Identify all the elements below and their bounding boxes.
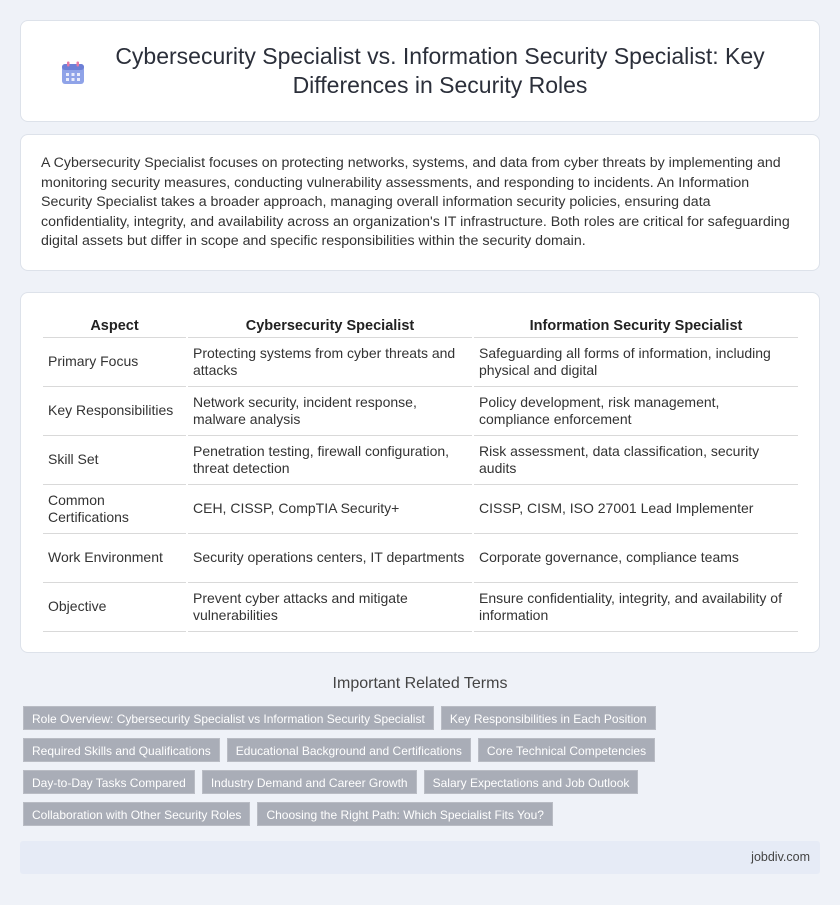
cell-infosec: Ensure confidentiality, integrity, and availability of information [473, 583, 798, 632]
header-cybersecurity: Cybersecurity Specialist [187, 313, 473, 338]
cell-infosec: Policy development, risk management, compliance enforcement [473, 387, 798, 436]
cell-cybersecurity: Network security, incident response, malware analysis [187, 387, 473, 436]
cell-aspect: Work Environment [43, 534, 187, 583]
related-term-tag[interactable]: Key Responsibilities in Each Position [441, 706, 656, 730]
cell-aspect: Key Responsibilities [43, 387, 187, 436]
related-term-tag[interactable]: Required Skills and Qualifications [23, 738, 220, 762]
title-wrap [60, 42, 780, 100]
related-term-tag[interactable]: Collaboration with Other Security Roles [23, 802, 250, 826]
calendar-icon [60, 60, 86, 86]
tag-row [23, 706, 823, 730]
table-header-row [43, 313, 798, 338]
cell-infosec: Safeguarding all forms of information, including physical and digital [473, 338, 798, 387]
header-infosec: Information Security Specialist [473, 313, 798, 338]
intro-paragraph: A Cybersecurity Specialist focuses on protecting networks, systems, and data from cyber threats by implementing and monitoring security measures, conducting vulnerability assessments, and responding to incidents. An Information Security Specialist takes a broader approach, managing overall information security policies, ensuring data confidentiality, integrity, and availability across an organization's IT infrastructure. Both roles are critical for safeguarding digital assets but differ in scope and specific responsibilities within the security domain. [41, 155, 790, 249]
table-row [43, 485, 798, 534]
related-term-tag[interactable]: Day-to-Day Tasks Compared [23, 770, 195, 794]
cell-infosec: Risk assessment, data classification, security audits [473, 436, 798, 485]
cell-cybersecurity: Security operations centers, IT departments [187, 534, 473, 583]
table-row [43, 534, 798, 583]
cell-aspect: Skill Set [43, 436, 187, 485]
cell-aspect: Common Certifications [43, 485, 187, 534]
related-term-tag[interactable]: Core Technical Competencies [478, 738, 655, 762]
cell-cybersecurity: Penetration testing, firewall configuration, threat detection [187, 436, 473, 485]
related-term-tag[interactable]: Salary Expectations and Job Outlook [424, 770, 639, 794]
comparison-table [43, 313, 798, 632]
related-term-tag[interactable]: Educational Background and Certifications [227, 738, 471, 762]
footer [20, 841, 820, 874]
cell-cybersecurity: Prevent cyber attacks and mitigate vulnerabilities [187, 583, 473, 632]
header-aspect: Aspect [43, 313, 187, 338]
related-term-tag[interactable]: Choosing the Right Path: Which Specialist Fits You? [257, 802, 553, 826]
related-term-tag[interactable]: Role Overview: Cybersecurity Specialist vs Information Security Specialist [23, 706, 434, 730]
cell-infosec: CISSP, CISM, ISO 27001 Lead Implementer [473, 485, 798, 534]
related-terms-title: Important Related Terms [332, 675, 508, 692]
tag-row [23, 802, 823, 826]
comparison-table-card [20, 292, 820, 653]
cell-cybersecurity: Protecting systems from cyber threats and attacks [187, 338, 473, 387]
cell-cybersecurity: CEH, CISSP, CompTIA Security+ [187, 485, 473, 534]
tag-row [23, 738, 823, 762]
title-card [20, 20, 820, 122]
page-title: Cybersecurity Specialist vs. Information Security Specialist: Key Differences in Security Roles [115, 43, 765, 98]
table-row [43, 338, 798, 387]
table-row [43, 387, 798, 436]
table-row [43, 436, 798, 485]
intro-card [20, 134, 820, 271]
cell-aspect: Objective [43, 583, 187, 632]
related-terms-list [23, 706, 823, 834]
cell-infosec: Corporate governance, compliance teams [473, 534, 798, 583]
footer-site-link[interactable]: jobdiv.com [751, 850, 810, 864]
tag-row [23, 770, 823, 794]
cell-aspect: Primary Focus [43, 338, 187, 387]
related-term-tag[interactable]: Industry Demand and Career Growth [202, 770, 417, 794]
table-row [43, 583, 798, 632]
